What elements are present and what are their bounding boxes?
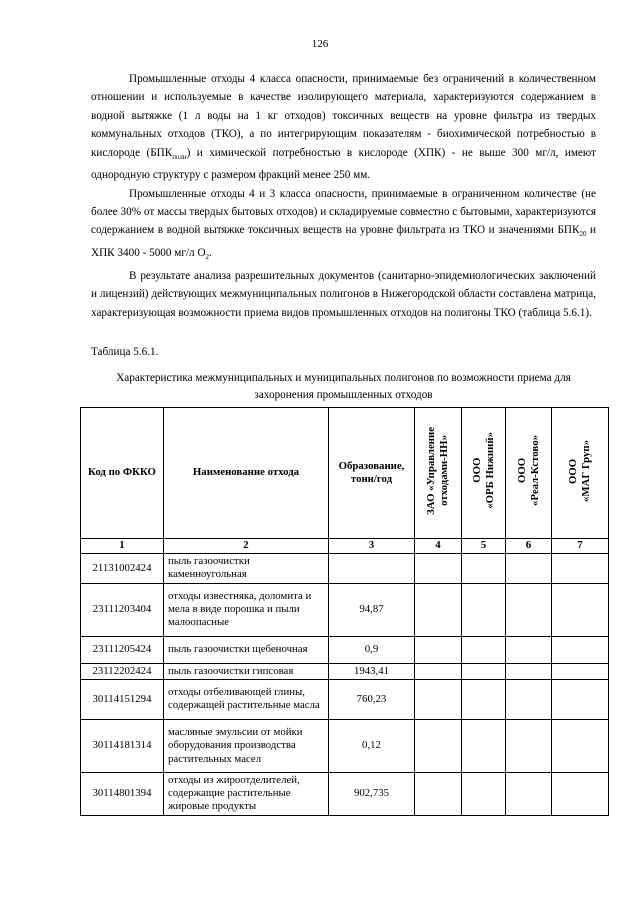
real-kstovo-cell — [506, 583, 552, 636]
upravlenie-othodami-cell — [415, 663, 462, 679]
orb-nizhny-cell — [462, 679, 506, 719]
column-number: 4 — [415, 539, 462, 554]
table-row — [81, 679, 609, 719]
waste-name-cell: пыль газоочистки каменноугольная — [164, 554, 329, 584]
amount-cell: 94,87 — [329, 583, 415, 636]
upravlenie-othodami-cell — [415, 719, 462, 772]
code-cell: 30114801394 — [81, 772, 164, 815]
column-number: 7 — [552, 539, 609, 554]
header-code: Код по ФККО — [81, 408, 164, 539]
table-row — [81, 554, 609, 584]
page-number: 126 — [311, 38, 329, 50]
orb-nizhny-cell — [462, 554, 506, 584]
waste-name-cell: пыль газоочистки щебеночная — [164, 636, 329, 663]
upravlenie-othodami-cell — [415, 554, 462, 584]
mag-grup-cell — [552, 636, 609, 663]
code-cell: 23111205424 — [81, 636, 164, 663]
body-text — [91, 70, 596, 322]
header-amount: Образование, тонн/год — [329, 408, 415, 539]
header-waste-name: Наименование отхода — [164, 408, 329, 539]
paragraph-text: Промышленные отходы 4 и 3 класса опасности, принимаемые в ограниченном количестве (не более 30% от массы твердых бытовых отходов) и складируемые совместно с бытовыми, характеризуются содержанием в водной вытяжке токсичных веществ на уровне фильтрата из ТКО и значениями БПК — [91, 187, 596, 237]
real-kstovo-cell — [506, 636, 552, 663]
column-number: 2 — [164, 539, 329, 554]
orb-nizhny-cell — [462, 583, 506, 636]
subscript-text: 2 — [205, 253, 210, 262]
mag-grup-cell — [552, 772, 609, 815]
amount-cell: 1943,41 — [329, 663, 415, 679]
real-kstovo-cell — [506, 663, 552, 679]
header-mag-grup-text: ООО «МАГ Груп» — [567, 439, 592, 502]
amount-cell: 0,12 — [329, 719, 415, 772]
waste-name-cell: пыль газоочистки гипсовая — [164, 663, 329, 679]
subscript-text: 20 — [579, 230, 587, 239]
code-cell: 21131002424 — [81, 554, 164, 584]
table-row — [81, 636, 609, 663]
waste-name-cell: отходы отбеливающей глины, содержащей растительные масла — [164, 679, 329, 719]
table-row — [81, 719, 609, 772]
table-body — [81, 554, 609, 816]
code-cell: 23112202424 — [81, 663, 164, 679]
table-row — [81, 583, 609, 636]
code-cell: 30114151294 — [81, 679, 164, 719]
subscript-text: полн — [172, 152, 187, 161]
upravlenie-othodami-cell — [415, 583, 462, 636]
header-orb-nizhny-text: ООО «ОРБ Нижний» — [470, 432, 496, 510]
orb-nizhny-cell — [462, 663, 506, 679]
real-kstovo-cell — [506, 679, 552, 719]
column-number-row — [81, 539, 609, 554]
orb-nizhny-cell — [462, 636, 506, 663]
mag-grup-cell — [552, 554, 609, 584]
paragraph — [91, 267, 596, 322]
code-cell: 23111203404 — [81, 583, 164, 636]
waste-name-cell: отходы известняка, доломита и мела в виде порошка и пыли малоопасные — [164, 583, 329, 636]
header-upravlenie-othodami-text: ЗАО «Управление отходами-НН» — [425, 426, 450, 515]
mag-grup-cell — [552, 719, 609, 772]
column-number: 5 — [462, 539, 506, 554]
paragraph-text: Промышленные отходы 4 класса опасности, принимаемые без ограничений в количественном отношении и используемые в качестве изолирующего материала, характеризуются содержанием в водной вытяжке (1 л воды на 1 кг отходов) токсичных веществ на уровне фильтра из твердых коммунальных отходов (ТКО), а по интегрирующим показателям - биохимической потребностью в кислороде (БПК — [91, 73, 596, 159]
mag-grup-cell — [552, 583, 609, 636]
real-kstovo-cell — [506, 554, 552, 584]
column-number: 6 — [506, 539, 552, 554]
header-real-kstovo-text: ООО «Реал-Кстово» — [515, 435, 541, 507]
mag-grup-cell — [552, 663, 609, 679]
header-mag-grup — [552, 408, 609, 539]
mag-grup-cell — [552, 679, 609, 719]
waste-name-cell: отходы из жироотделителей, содержащие растительные жировые продукты — [164, 772, 329, 815]
table-row — [81, 663, 609, 679]
upravlenie-othodami-cell — [415, 772, 462, 815]
paragraph-text: и ХПК 3400 - 5000 мг/л О — [91, 224, 596, 260]
column-number: 3 — [329, 539, 415, 554]
orb-nizhny-cell — [462, 772, 506, 815]
orb-nizhny-cell — [462, 719, 506, 772]
table-label: Таблица 5.6.1. — [91, 346, 159, 358]
paragraph-text: ) и химической потребностью в кислороде (ХПК) - не выше 300 мг/л, имеют однородную структуру с размером фракций менее 250 мм. — [91, 146, 596, 182]
amount-cell — [329, 554, 415, 584]
table-caption: Характеристика межмуниципальных и муниципальных полигонов по возможности приема для захоронения промышленных отходов — [116, 372, 571, 401]
real-kstovo-cell — [506, 719, 552, 772]
header-orb-nizhny — [462, 408, 506, 539]
data-table — [80, 407, 609, 816]
amount-cell: 902,735 — [329, 772, 415, 815]
paragraph-text: В результате анализа разрешительных документов (санитарно-эпидемиологических заключений и лицензий) действующих межмуниципальных полигонов в Нижегородской области составлена матрица, характеризующая возможности приема видов промышленных отходов на полигоны ТКО (таблица 5.6.1). — [91, 269, 596, 319]
waste-name-cell: масляные эмульсии от мойки оборудования производства растительных масел — [164, 719, 329, 772]
header-real-kstovo — [506, 408, 552, 539]
paragraph-text: . — [209, 247, 212, 260]
header-upravlenie-othodami — [415, 408, 462, 539]
table-row — [81, 772, 609, 815]
paragraph — [91, 70, 596, 185]
paragraph — [91, 185, 596, 267]
amount-cell: 0,9 — [329, 636, 415, 663]
real-kstovo-cell — [506, 772, 552, 815]
code-cell: 30114181314 — [81, 719, 164, 772]
upravlenie-othodami-cell — [415, 679, 462, 719]
upravlenie-othodami-cell — [415, 636, 462, 663]
amount-cell: 760,23 — [329, 679, 415, 719]
column-number: 1 — [81, 539, 164, 554]
header-row — [81, 408, 609, 539]
